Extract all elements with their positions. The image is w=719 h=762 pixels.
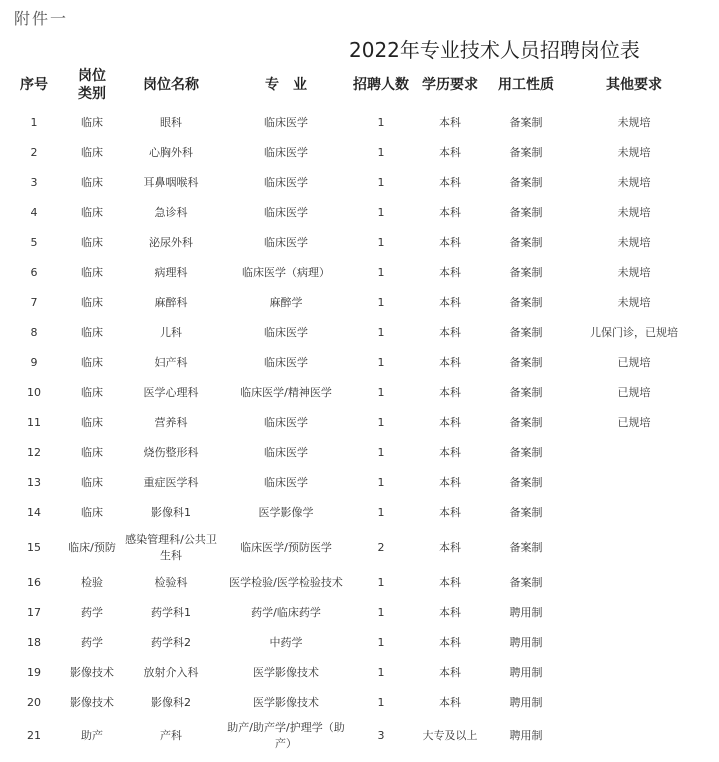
cell-post-name: 儿科 — [160, 326, 182, 339]
cell-headcount: 1 — [377, 116, 385, 129]
cell-education: 本科 — [439, 176, 461, 189]
table-row — [5, 228, 705, 258]
cell-post-category: 药学 — [81, 606, 103, 619]
cell-education: 本科 — [439, 386, 461, 399]
cell-post-name: 感染管理科/公共卫生科 — [125, 533, 217, 562]
cell-other-requirements — [563, 688, 705, 718]
cell-education: 本科 — [439, 416, 461, 429]
cell-education: 本科 — [439, 506, 461, 519]
cell-other-requirements — [563, 568, 705, 598]
table-row — [5, 138, 705, 168]
table-row — [5, 108, 705, 138]
cell-seq: 17 — [27, 606, 41, 619]
cell-major: 临床医学 — [264, 446, 308, 459]
cell-headcount: 1 — [377, 236, 385, 249]
cell-major: 临床医学 — [264, 356, 308, 369]
cell-post-name: 药学科1 — [151, 606, 191, 619]
cell-employment-type: 聘用制 — [509, 696, 543, 709]
cell-employment-type: 备案制 — [509, 446, 543, 459]
cell-other-requirements — [563, 598, 705, 628]
cell-post-name: 烧伤整形科 — [143, 446, 199, 459]
cell-seq: 20 — [27, 696, 41, 709]
cell-employment-type: 备案制 — [509, 476, 543, 489]
cell-major: 临床医学（病理） — [242, 266, 330, 279]
cell-other-requirements: 已规培 — [617, 386, 651, 399]
table-row — [5, 628, 705, 658]
cell-major: 临床医学 — [264, 146, 308, 159]
table-row — [5, 718, 705, 754]
cell-major: 药学/临床药学 — [251, 606, 321, 619]
cell-post-name: 麻醉科 — [154, 296, 188, 309]
cell-education: 本科 — [439, 206, 461, 219]
cell-other-requirements: 未规培 — [617, 146, 651, 159]
cell-employment-type: 备案制 — [509, 416, 543, 429]
cell-major: 医学影像技术 — [253, 666, 319, 679]
cell-seq: 19 — [27, 666, 41, 679]
cell-headcount: 1 — [377, 326, 385, 339]
cell-employment-type: 备案制 — [509, 146, 543, 159]
cell-education: 本科 — [439, 296, 461, 309]
cell-employment-type: 聘用制 — [509, 729, 543, 742]
cell-post-name: 放射介入科 — [143, 666, 199, 679]
cell-post-category: 临床 — [81, 356, 103, 369]
table-row — [5, 658, 705, 688]
cell-education: 本科 — [439, 576, 461, 589]
cell-headcount: 1 — [377, 266, 385, 279]
cell-employment-type: 备案制 — [509, 296, 543, 309]
cell-education: 本科 — [439, 356, 461, 369]
cell-major: 临床医学 — [264, 476, 308, 489]
cell-post-category: 临床 — [81, 386, 103, 399]
cell-major: 临床医学 — [264, 116, 308, 129]
table-row — [5, 258, 705, 288]
cell-headcount: 3 — [377, 729, 385, 742]
cell-seq: 9 — [30, 356, 38, 369]
cell-other-requirements: 已规培 — [617, 416, 651, 429]
cell-seq: 1 — [30, 116, 38, 129]
table-row — [5, 408, 705, 438]
cell-headcount: 1 — [377, 666, 385, 679]
table-row — [5, 528, 705, 568]
cell-employment-type: 备案制 — [509, 206, 543, 219]
cell-other-requirements: 未规培 — [617, 116, 651, 129]
cell-education: 本科 — [439, 541, 461, 554]
cell-post-name: 检验科 — [154, 576, 188, 589]
cell-post-category: 影像技术 — [70, 696, 114, 709]
cell-post-category: 药学 — [81, 636, 103, 649]
cell-other-requirements — [563, 628, 705, 658]
cell-education: 本科 — [439, 236, 461, 249]
cell-post-name: 医学心理科 — [143, 386, 199, 399]
cell-post-name: 产科 — [160, 729, 182, 742]
cell-headcount: 1 — [377, 476, 385, 489]
cell-post-category: 临床 — [81, 296, 103, 309]
cell-headcount: 1 — [377, 606, 385, 619]
table-row — [5, 688, 705, 718]
table-row — [5, 318, 705, 348]
table-row — [5, 378, 705, 408]
cell-major: 临床医学 — [264, 416, 308, 429]
table-row — [5, 468, 705, 498]
table-row — [5, 348, 705, 378]
cell-major: 临床医学 — [264, 176, 308, 189]
cell-post-name: 营养科 — [154, 416, 188, 429]
cell-other-requirements: 已规培 — [617, 356, 651, 369]
cell-employment-type: 备案制 — [509, 326, 543, 339]
cell-post-name: 急诊科 — [154, 206, 188, 219]
cell-seq: 2 — [30, 146, 38, 159]
header-post-category: 岗位类别 — [78, 68, 106, 102]
cell-employment-type: 备案制 — [509, 266, 543, 279]
cell-employment-type: 备案制 — [509, 506, 543, 519]
cell-major: 临床医学/预防医学 — [240, 541, 332, 554]
cell-post-category: 临床 — [81, 236, 103, 249]
cell-employment-type: 备案制 — [509, 236, 543, 249]
header-major: 专 业 — [265, 77, 307, 93]
cell-other-requirements — [563, 718, 705, 754]
cell-headcount: 1 — [377, 356, 385, 369]
cell-other-requirements — [563, 658, 705, 688]
header-other-requirements: 其他要求 — [606, 77, 662, 93]
cell-post-name: 泌尿外科 — [149, 236, 193, 249]
cell-major: 中药学 — [269, 636, 303, 649]
cell-headcount: 1 — [377, 176, 385, 189]
table-row — [5, 598, 705, 628]
cell-other-requirements: 儿保门诊，已规培 — [590, 326, 678, 339]
cell-education: 本科 — [439, 146, 461, 159]
cell-post-category: 临床 — [81, 116, 103, 129]
cell-employment-type: 备案制 — [509, 386, 543, 399]
header-headcount: 招聘人数 — [353, 77, 409, 93]
cell-education: 本科 — [439, 636, 461, 649]
cell-other-requirements: 未规培 — [617, 206, 651, 219]
cell-post-name: 药学科2 — [151, 636, 191, 649]
cell-other-requirements — [563, 498, 705, 528]
cell-post-category: 临床 — [81, 146, 103, 159]
table-row — [5, 288, 705, 318]
cell-headcount: 1 — [377, 146, 385, 159]
cell-seq: 4 — [30, 206, 38, 219]
cell-other-requirements: 未规培 — [617, 296, 651, 309]
cell-employment-type: 聘用制 — [509, 636, 543, 649]
cell-other-requirements: 未规培 — [617, 236, 651, 249]
cell-seq: 12 — [27, 446, 41, 459]
cell-headcount: 1 — [377, 576, 385, 589]
recruitment-table — [5, 62, 705, 754]
header-employment-type: 用工性质 — [498, 77, 554, 93]
document-title: 2022年专业技术人员招聘岗位表 — [349, 38, 640, 62]
cell-seq: 13 — [27, 476, 41, 489]
cell-education: 本科 — [439, 326, 461, 339]
cell-other-requirements: 未规培 — [617, 176, 651, 189]
header-seq: 序号 — [20, 77, 48, 93]
cell-seq: 10 — [27, 386, 41, 399]
cell-employment-type: 聘用制 — [509, 666, 543, 679]
table-row — [5, 198, 705, 228]
table-body — [5, 108, 705, 754]
cell-employment-type: 备案制 — [509, 541, 543, 554]
cell-other-requirements — [563, 468, 705, 498]
attachment-label: 附件一 — [14, 9, 69, 28]
cell-post-category: 临床/预防 — [68, 541, 116, 554]
cell-other-requirements: 未规培 — [617, 266, 651, 279]
cell-education: 本科 — [439, 446, 461, 459]
cell-post-category: 临床 — [81, 416, 103, 429]
cell-post-category: 临床 — [81, 446, 103, 459]
cell-seq: 6 — [30, 266, 38, 279]
cell-headcount: 2 — [377, 541, 385, 554]
cell-seq: 7 — [30, 296, 38, 309]
cell-post-name: 心胸外科 — [149, 146, 193, 159]
cell-post-category: 临床 — [81, 506, 103, 519]
cell-seq: 21 — [27, 729, 41, 742]
cell-post-category: 临床 — [81, 326, 103, 339]
cell-headcount: 1 — [377, 446, 385, 459]
cell-education: 本科 — [439, 606, 461, 619]
table-header-row — [5, 62, 705, 108]
cell-headcount: 1 — [377, 206, 385, 219]
cell-major: 麻醉学 — [269, 296, 303, 309]
cell-post-name: 眼科 — [160, 116, 182, 129]
cell-post-category: 临床 — [81, 266, 103, 279]
cell-post-category: 临床 — [81, 176, 103, 189]
cell-major: 临床医学 — [264, 326, 308, 339]
cell-headcount: 1 — [377, 636, 385, 649]
cell-seq: 11 — [27, 416, 41, 429]
cell-seq: 15 — [27, 541, 41, 554]
cell-headcount: 1 — [377, 696, 385, 709]
cell-post-name: 影像科1 — [151, 506, 191, 519]
cell-employment-type: 备案制 — [509, 356, 543, 369]
cell-post-name: 重症医学科 — [143, 476, 199, 489]
cell-post-category: 助产 — [81, 729, 103, 742]
cell-post-category: 临床 — [81, 476, 103, 489]
cell-post-name: 影像科2 — [151, 696, 191, 709]
cell-education: 本科 — [439, 266, 461, 279]
cell-employment-type: 聘用制 — [509, 606, 543, 619]
header-post-name: 岗位名称 — [143, 77, 199, 93]
cell-headcount: 1 — [377, 296, 385, 309]
cell-post-category: 影像技术 — [70, 666, 114, 679]
cell-major: 临床医学 — [264, 206, 308, 219]
cell-education: 本科 — [439, 696, 461, 709]
cell-education: 本科 — [439, 476, 461, 489]
cell-employment-type: 备案制 — [509, 576, 543, 589]
table-row — [5, 568, 705, 598]
cell-headcount: 1 — [377, 506, 385, 519]
cell-post-category: 检验 — [81, 576, 103, 589]
cell-other-requirements — [563, 528, 705, 568]
cell-major: 临床医学/精神医学 — [240, 386, 332, 399]
cell-education: 本科 — [439, 666, 461, 679]
cell-post-name: 耳鼻咽喉科 — [143, 176, 199, 189]
cell-seq: 18 — [27, 636, 41, 649]
cell-major: 医学检验/医学检验技术 — [229, 576, 343, 589]
cell-seq: 5 — [30, 236, 38, 249]
cell-post-name: 妇产科 — [154, 356, 188, 369]
table-row — [5, 438, 705, 468]
cell-post-name: 病理科 — [154, 266, 188, 279]
cell-headcount: 1 — [377, 416, 385, 429]
cell-employment-type: 备案制 — [509, 116, 543, 129]
cell-post-category: 临床 — [81, 206, 103, 219]
cell-education: 大专及以上 — [422, 729, 478, 742]
cell-employment-type: 备案制 — [509, 176, 543, 189]
cell-other-requirements — [563, 438, 705, 468]
cell-major: 助产/助产学/护理学（助产） — [227, 721, 345, 750]
cell-major: 医学影像技术 — [253, 696, 319, 709]
cell-headcount: 1 — [377, 386, 385, 399]
cell-seq: 8 — [30, 326, 38, 339]
cell-major: 临床医学 — [264, 236, 308, 249]
header-education: 学历要求 — [422, 77, 478, 93]
table-row — [5, 498, 705, 528]
cell-major: 医学影像学 — [258, 506, 314, 519]
table-row — [5, 168, 705, 198]
cell-education: 本科 — [439, 116, 461, 129]
cell-seq: 16 — [27, 576, 41, 589]
cell-seq: 14 — [27, 506, 41, 519]
cell-seq: 3 — [30, 176, 38, 189]
